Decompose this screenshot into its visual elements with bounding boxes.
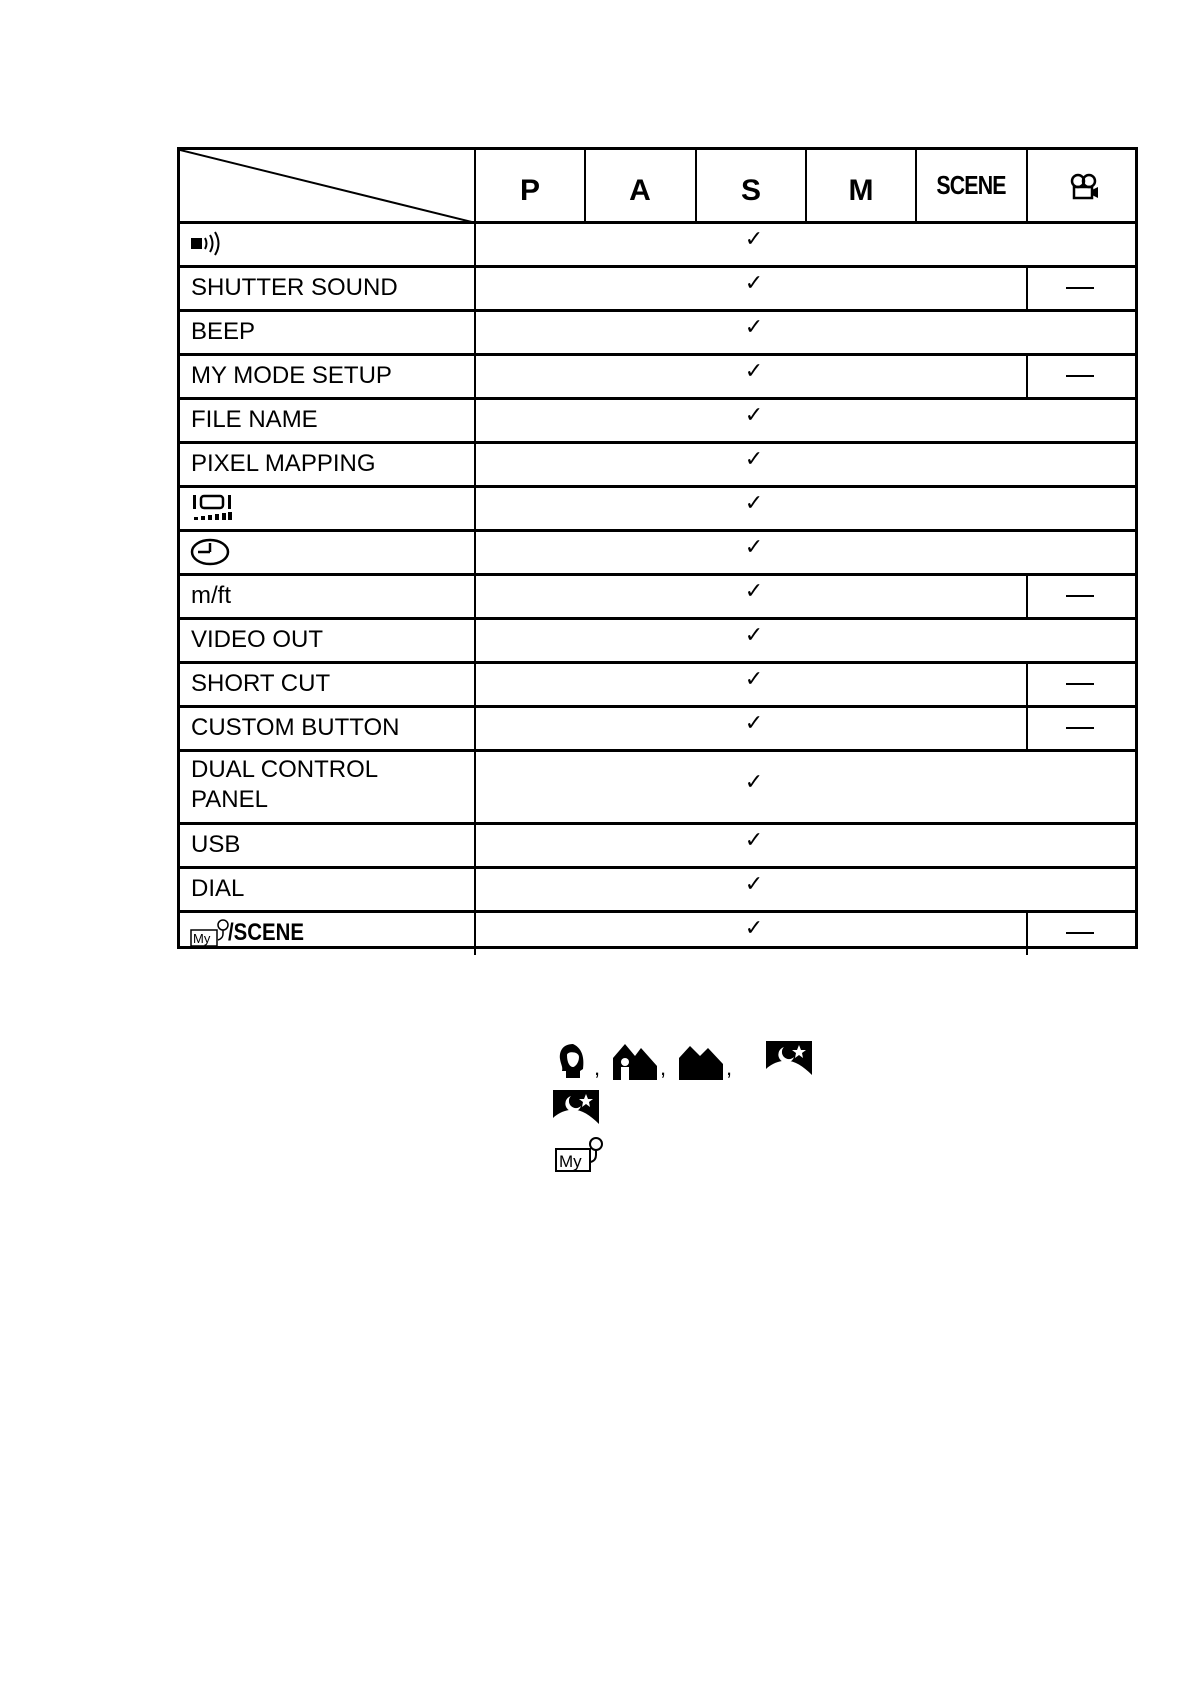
header-scene: SCENE [936, 170, 1006, 200]
row-divider [180, 529, 1135, 532]
row-divider [180, 705, 1135, 708]
check-mark: ✓ [744, 828, 764, 853]
label-divider [474, 750, 476, 823]
row-label: SHORT CUT [191, 670, 331, 697]
corner-diagonal [180, 150, 476, 223]
my-mode-icon [190, 918, 230, 948]
dash-mark [1066, 683, 1094, 685]
label-divider [474, 486, 476, 530]
row-divider [180, 309, 1135, 312]
label-divider [474, 530, 476, 574]
settings-table [177, 147, 1138, 949]
movie-divider [1026, 911, 1028, 955]
label-divider [474, 310, 476, 354]
label-divider [474, 354, 476, 398]
check-mark: ✓ [744, 667, 764, 692]
separator: , [594, 1055, 601, 1080]
night-scene-icon [766, 1041, 812, 1077]
label-divider [474, 706, 476, 750]
row-label: VIDEO OUT [191, 626, 324, 653]
label-divider [474, 867, 476, 911]
my-mode-icon [554, 1135, 604, 1173]
check-mark: ✓ [744, 916, 764, 941]
header-s: S [740, 174, 761, 207]
label-divider [474, 911, 476, 955]
row-label: MY MODE SETUP [191, 362, 392, 389]
label-divider [474, 823, 476, 867]
row-divider [180, 822, 1135, 825]
dash-mark [1066, 932, 1094, 934]
clock-icon [190, 537, 232, 567]
row-divider [180, 661, 1135, 664]
check-mark: ✓ [744, 711, 764, 736]
row-divider [180, 265, 1135, 268]
row-divider [180, 353, 1135, 356]
check-mark: ✓ [744, 535, 764, 560]
row-label: SHUTTER SOUND [191, 274, 398, 301]
label-divider [474, 222, 476, 266]
check-mark: ✓ [744, 491, 764, 516]
movie-divider [1026, 354, 1028, 398]
check-mark: ✓ [744, 872, 764, 897]
row-divider [180, 221, 1135, 224]
check-mark: ✓ [744, 315, 764, 340]
check-mark: ✓ [744, 770, 764, 795]
row-label: PANEL [191, 786, 268, 813]
label-divider [474, 398, 476, 442]
night-scene-icon [553, 1090, 599, 1126]
dash-mark [1066, 375, 1094, 377]
dash-mark [1066, 727, 1094, 729]
check-mark: ✓ [744, 579, 764, 604]
header-divider [915, 150, 917, 222]
row-divider [180, 910, 1135, 913]
row-divider [180, 866, 1135, 869]
dash-mark [1066, 287, 1094, 289]
header-m: M [848, 174, 874, 207]
check-mark: ✓ [744, 227, 764, 252]
check-mark: ✓ [744, 403, 764, 428]
row-label: m/ft [191, 582, 231, 609]
row-divider [180, 749, 1135, 752]
check-mark: ✓ [744, 359, 764, 384]
label-divider [474, 574, 476, 618]
svg-text:My: My [193, 931, 211, 946]
movie-icon [1068, 172, 1100, 202]
header-p: P [519, 174, 540, 207]
separator: , [726, 1055, 733, 1080]
portrait-icon [553, 1041, 593, 1081]
row-label: DIAL [191, 875, 245, 902]
label-divider [474, 266, 476, 310]
row-divider [180, 573, 1135, 576]
row-label: PIXEL MAPPING [191, 450, 376, 477]
monitor-brightness-icon [192, 493, 234, 523]
movie-divider [1026, 266, 1028, 310]
label-divider [474, 662, 476, 706]
row-divider [180, 441, 1135, 444]
label-divider [474, 442, 476, 486]
separator: , [660, 1055, 667, 1080]
movie-divider [1026, 706, 1028, 750]
row-divider [180, 617, 1135, 620]
check-mark: ✓ [744, 271, 764, 296]
row-label: CUSTOM BUTTON [191, 714, 400, 741]
svg-text:My: My [559, 1152, 582, 1171]
row-label: FILE NAME [191, 406, 318, 433]
landscape-portrait-icon [611, 1040, 659, 1082]
header-a: A [629, 174, 651, 207]
row-label: USB [191, 831, 241, 858]
sound-speaker-icon [190, 230, 226, 258]
row-label: BEEP [191, 318, 256, 345]
movie-divider [1026, 574, 1028, 618]
label-divider [474, 618, 476, 662]
row-divider [180, 485, 1135, 488]
row-label: DUAL CONTROL [191, 756, 379, 783]
check-mark: ✓ [744, 447, 764, 472]
header-divider [1026, 150, 1028, 222]
check-mark: ✓ [744, 623, 764, 648]
movie-divider [1026, 662, 1028, 706]
row-divider [180, 397, 1135, 400]
row-label: /SCENE [228, 919, 304, 946]
dash-mark [1066, 595, 1094, 597]
landscape-icon [678, 1042, 724, 1082]
